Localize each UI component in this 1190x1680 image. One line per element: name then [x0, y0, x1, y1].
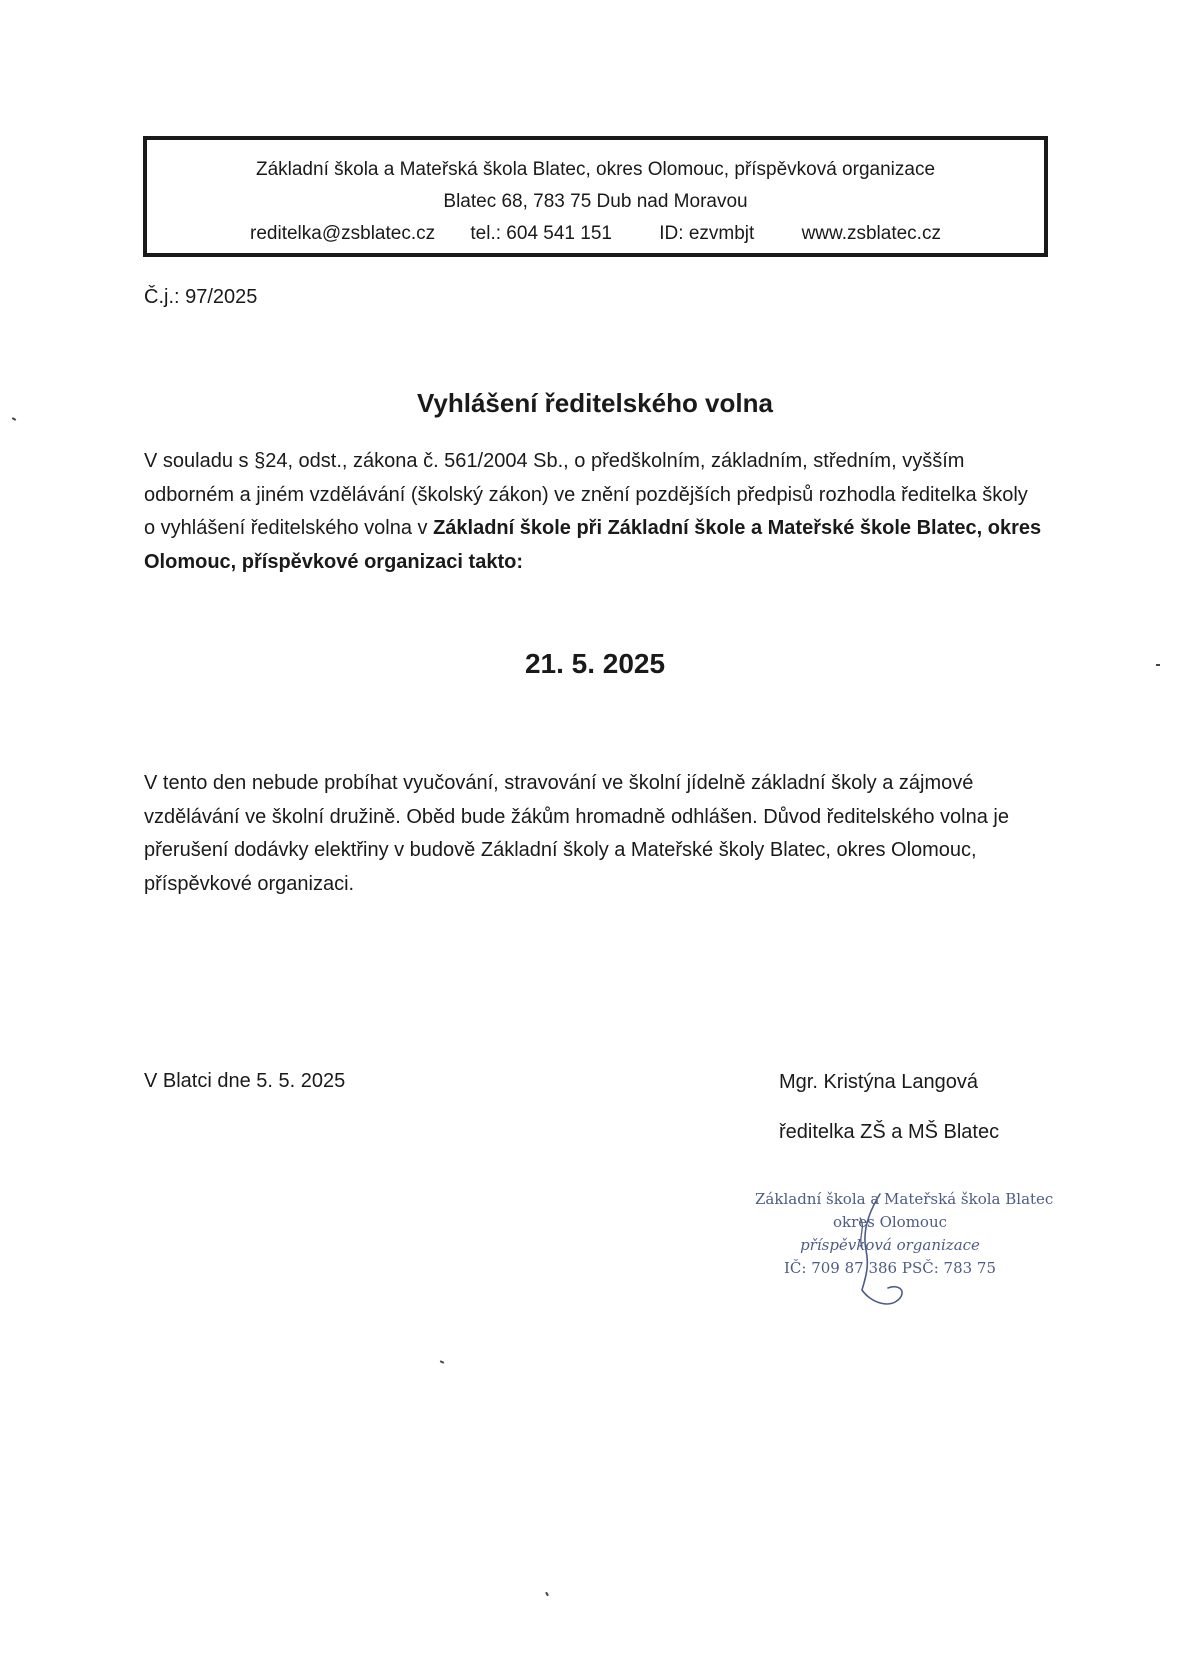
school-header-box — [143, 136, 1048, 257]
contact-email: reditelka@zsblatec.cz — [250, 223, 436, 244]
intro-paragraph — [144, 445, 1044, 579]
place-and-date: V Blatci dne 5. 5. 2025 — [144, 1070, 346, 1092]
contact-phone: tel.: 604 541 151 — [470, 223, 612, 244]
holiday-date: 21. 5. 2025 — [524, 648, 666, 679]
contact-line — [147, 218, 1044, 250]
school-address: Blatec 68, 783 75 Dub nad Moravou — [443, 191, 748, 212]
scan-speck — [1156, 664, 1160, 666]
signer-role: ředitelka ZŠ a MŠ Blatec — [779, 1121, 1000, 1143]
stamp-line-2: okres Olomouc — [832, 1213, 948, 1231]
contact-website: www.zsblatec.cz — [801, 223, 941, 244]
intro-bold-text: Základní škole při Základní škole a Mateřské škole Blatec, okres Olomouc, příspěvkové organizaci takto: — [144, 517, 1042, 573]
details-paragraph: V tento den nebude probíhat vyučování, stravování ve školní jídelně základní školy a zájmové vzdělávání ve školní družině. Oběd bude žákům hromadně odhlášen. Důvod ředitelského volna je přerušení dodávky elektřiny v budově Základní školy a Mateřské školy Blatec, okres Olomouc, příspěvkové organizaci. — [144, 772, 1009, 895]
scan-speck — [440, 1360, 444, 1364]
stamp-line-1: Základní škola a Mateřská škola Blatec — [755, 1190, 1054, 1208]
stamp-line-3: příspěvková organizace — [800, 1236, 980, 1254]
school-name: Základní škola a Mateřská škola Blatec, okres Olomouc, příspěvková organizace — [255, 159, 936, 180]
scan-speck — [545, 1592, 549, 1596]
document-title: Vyhlášení ředitelského volna — [417, 388, 773, 418]
stamp-line-4: IČ: 709 87 386 PSČ: 783 75 — [783, 1259, 997, 1277]
reference-number: Č.j.: 97/2025 — [144, 286, 258, 308]
handwritten-signature — [840, 1190, 980, 1320]
contact-data-box-id: ID: ezvmbjt — [659, 223, 755, 244]
signer-name: Mgr. Kristýna Langová — [779, 1071, 978, 1093]
intro-text: V souladu s §24, odst., zákona č. 561/2004 Sb., o předškolním, základním, středním, vyšším odborném a jiném vzdělávání (školský zákon) ve znění pozdějších předpisů rozhodla ředitelka školy o vyhlášení ředitelského volna v — [144, 450, 1028, 539]
